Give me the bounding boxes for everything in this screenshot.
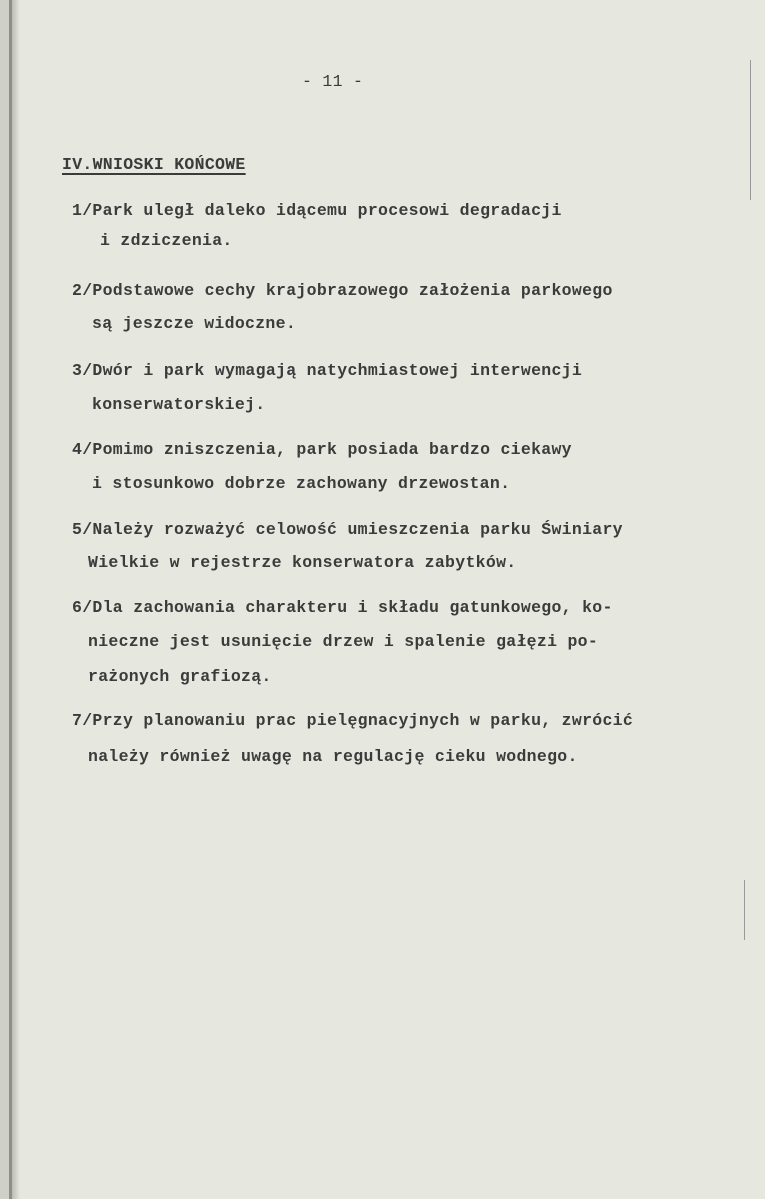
item-4-line-1: 4/Pomimo zniszczenia, park posiada bardzo ciekawy (72, 440, 572, 459)
item-1-line-1: 1/Park uległ daleko idącemu procesowi degradacji (72, 201, 562, 220)
item-6-line-1: 6/Dla zachowania charakteru i składu gatunkowego, ko- (72, 598, 613, 617)
item-3-line-1: 3/Dwór i park wymagają natychmiastowej interwencji (72, 361, 583, 380)
item-1-line-2: i zdziczenia. (100, 231, 233, 250)
scan-mark (750, 60, 751, 200)
item-6-line-2: nieczne jest usunięcie drzew i spalenie gałęzi po- (88, 632, 599, 651)
item-2-line-2: są jeszcze widoczne. (92, 314, 297, 333)
item-5-line-2: Wielkie w rejestrze konserwatora zabytków. (88, 553, 517, 572)
scan-mark (744, 880, 745, 940)
item-3-line-2: konserwatorskiej. (92, 395, 266, 414)
item-2-line-1: 2/Podstawowe cechy krajobrazowego założenia parkowego (72, 281, 613, 300)
item-6-line-3: rażonych grafiozą. (88, 667, 272, 686)
scan-edge (0, 0, 9, 1199)
item-4-line-2: i stosunkowo dobrze zachowany drzewostan. (92, 474, 511, 493)
page-shadow (12, 0, 20, 1199)
item-5-line-1: 5/Należy rozważyć celowość umieszczenia parku Świniary (72, 520, 623, 539)
item-7-line-2: należy również uwagę na regulację cieku wodnego. (88, 747, 578, 766)
page-number: - 11 - (302, 72, 364, 91)
section-heading: IV.WNIOSKI KOŃCOWE (62, 155, 246, 174)
item-7-line-1: 7/Przy planowaniu prac pielęgnacyjnych w parku, zwrócić (72, 711, 634, 730)
